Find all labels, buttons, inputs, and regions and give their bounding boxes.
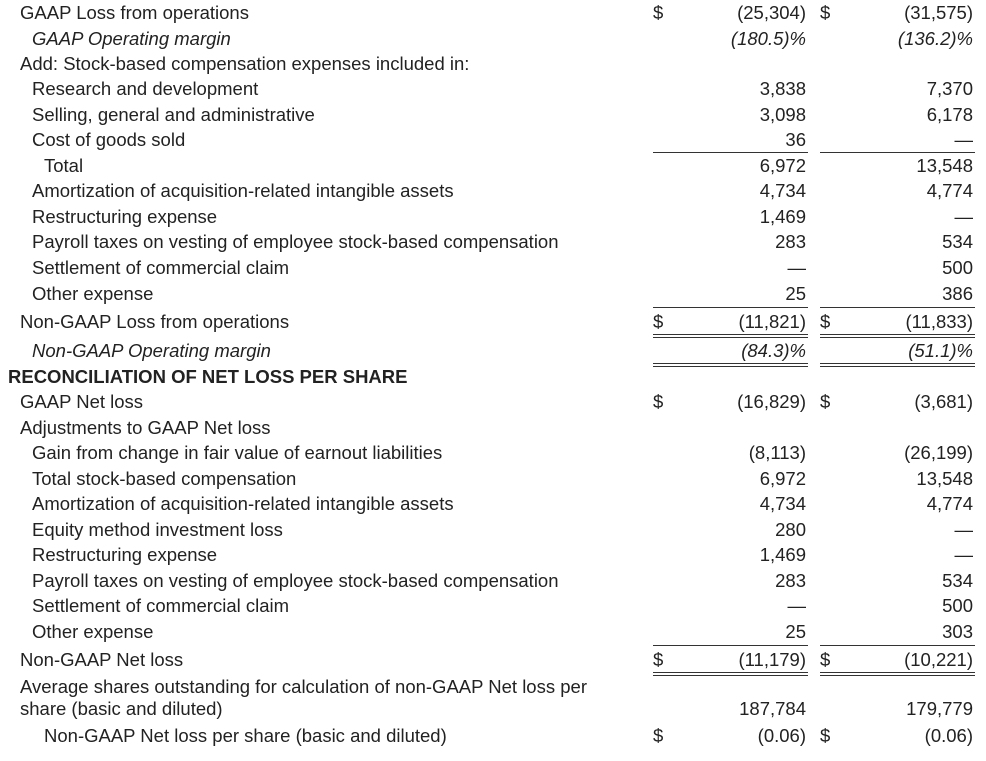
value-col1: (0.06) — [757, 725, 806, 746]
value-col2: 4,774 — [926, 180, 973, 201]
currency-symbol: $ — [820, 311, 831, 332]
value-col1: (180.5)% — [730, 28, 806, 49]
value-col2: 500 — [942, 595, 973, 616]
value-col1: 36 — [785, 129, 806, 150]
value-col1: (84.3)% — [741, 340, 806, 361]
subtotal-rule — [820, 645, 975, 646]
row-label: Total stock-based compensation — [32, 468, 297, 489]
value-col1: 4,734 — [759, 180, 806, 201]
value-col1: 1,469 — [759, 206, 806, 227]
row-label: GAAP Loss from operations — [20, 2, 249, 23]
currency-symbol: $ — [653, 725, 664, 746]
value-col2: — — [954, 129, 973, 150]
row-label: Restructuring expense — [32, 206, 218, 227]
currency-symbol: $ — [653, 649, 664, 670]
value-col2: 386 — [942, 283, 973, 304]
row-label: share (basic and diluted) — [20, 698, 223, 719]
row-label: Non-GAAP Operating margin — [32, 340, 271, 361]
row-label: Settlement of commercial claim — [32, 257, 290, 278]
value-col2: (26,199) — [904, 442, 973, 463]
value-col2: — — [954, 519, 973, 540]
value-col2: 7,370 — [926, 78, 973, 99]
value-col1: — — [787, 257, 806, 278]
value-col2: 6,178 — [926, 104, 973, 125]
value-col1: (16,829) — [737, 391, 806, 412]
value-col2: 303 — [942, 621, 973, 642]
row-label: Total — [44, 155, 84, 176]
row-label: Equity method investment loss — [32, 519, 283, 540]
value-col2: — — [954, 206, 973, 227]
value-col1: (11,821) — [738, 311, 806, 332]
total-double-rule — [820, 334, 975, 338]
value-col1: 187,784 — [739, 698, 806, 719]
value-col1: 283 — [775, 231, 806, 252]
value-col1: 4,734 — [759, 493, 806, 514]
value-col2: 13,548 — [916, 468, 973, 489]
currency-symbol: $ — [653, 311, 664, 332]
value-col1: 6,972 — [759, 155, 806, 176]
row-label: Payroll taxes on vesting of employee stock-based compensation — [32, 570, 559, 591]
row-label: Average shares outstanding for calculation of non-GAAP Net loss per — [20, 676, 587, 697]
value-col1: 6,972 — [759, 468, 806, 489]
section-label: Add: Stock-based compensation expenses included in: — [20, 53, 470, 74]
row-label: Other expense — [32, 283, 154, 304]
section-heading: RECONCILIATION OF NET LOSS PER SHARE — [8, 366, 408, 387]
value-col1: (8,113) — [748, 442, 806, 463]
row-label: GAAP Operating margin — [32, 28, 231, 49]
subtotal-rule — [820, 307, 975, 308]
value-col2: 500 — [942, 257, 973, 278]
value-col1: 3,838 — [759, 78, 806, 99]
value-col2: (31,575) — [904, 2, 973, 23]
subtotal-rule — [653, 645, 808, 646]
row-label: Cost of goods sold — [32, 129, 186, 150]
row-label: Other expense — [32, 621, 154, 642]
value-col1: 25 — [785, 283, 806, 304]
value-col1: 280 — [775, 519, 806, 540]
row-label: Amortization of acquisition-related intangible assets — [32, 493, 454, 514]
row-label: Restructuring expense — [32, 544, 218, 565]
currency-symbol: $ — [820, 649, 831, 670]
value-col2: (11,833) — [905, 311, 973, 332]
total-double-rule — [820, 672, 975, 676]
currency-symbol: $ — [653, 2, 664, 23]
currency-symbol: $ — [653, 391, 664, 412]
subtotal-rule — [653, 307, 808, 308]
row-label: Amortization of acquisition-related intangible assets — [32, 180, 454, 201]
value-col2: (0.06) — [924, 725, 973, 746]
value-col2: (3,681) — [914, 391, 973, 412]
row-label: Research and development — [32, 78, 259, 99]
total-double-rule — [653, 334, 808, 338]
value-col2: 534 — [942, 231, 973, 252]
row-label: Non-GAAP Loss from operations — [20, 311, 290, 332]
row-label: Non-GAAP Net loss — [20, 649, 184, 670]
total-double-rule — [653, 363, 808, 367]
subtotal-rule — [653, 152, 808, 153]
row-label: Payroll taxes on vesting of employee stock-based compensation — [32, 231, 559, 252]
currency-symbol: $ — [820, 725, 831, 746]
currency-symbol: $ — [820, 2, 831, 23]
total-double-rule — [820, 363, 975, 367]
value-col1: 1,469 — [759, 544, 806, 565]
value-col2: 13,548 — [916, 155, 973, 176]
row-label: Gain from change in fair value of earnout liabilities — [32, 442, 443, 463]
currency-symbol: $ — [820, 391, 831, 412]
row-label: GAAP Net loss — [20, 391, 144, 412]
value-col2: — — [954, 544, 973, 565]
value-col2: (136.2)% — [897, 28, 973, 49]
value-col2: (10,221) — [904, 649, 973, 670]
row-label: Non-GAAP Net loss per share (basic and diluted) — [44, 725, 447, 746]
value-col2: 534 — [942, 570, 973, 591]
value-col1: (11,179) — [738, 649, 806, 670]
value-col2: 179,779 — [906, 698, 973, 719]
value-col1: 283 — [775, 570, 806, 591]
value-col1: (25,304) — [737, 2, 806, 23]
value-col2: 4,774 — [926, 493, 973, 514]
row-label: Settlement of commercial claim — [32, 595, 290, 616]
value-col1: — — [787, 595, 806, 616]
value-col2: (51.1)% — [908, 340, 973, 361]
total-double-rule — [653, 672, 808, 676]
value-col1: 25 — [785, 621, 806, 642]
section-label: Adjustments to GAAP Net loss — [20, 417, 271, 438]
row-label: Selling, general and administrative — [32, 104, 315, 125]
value-col1: 3,098 — [759, 104, 806, 125]
subtotal-rule — [820, 152, 975, 153]
